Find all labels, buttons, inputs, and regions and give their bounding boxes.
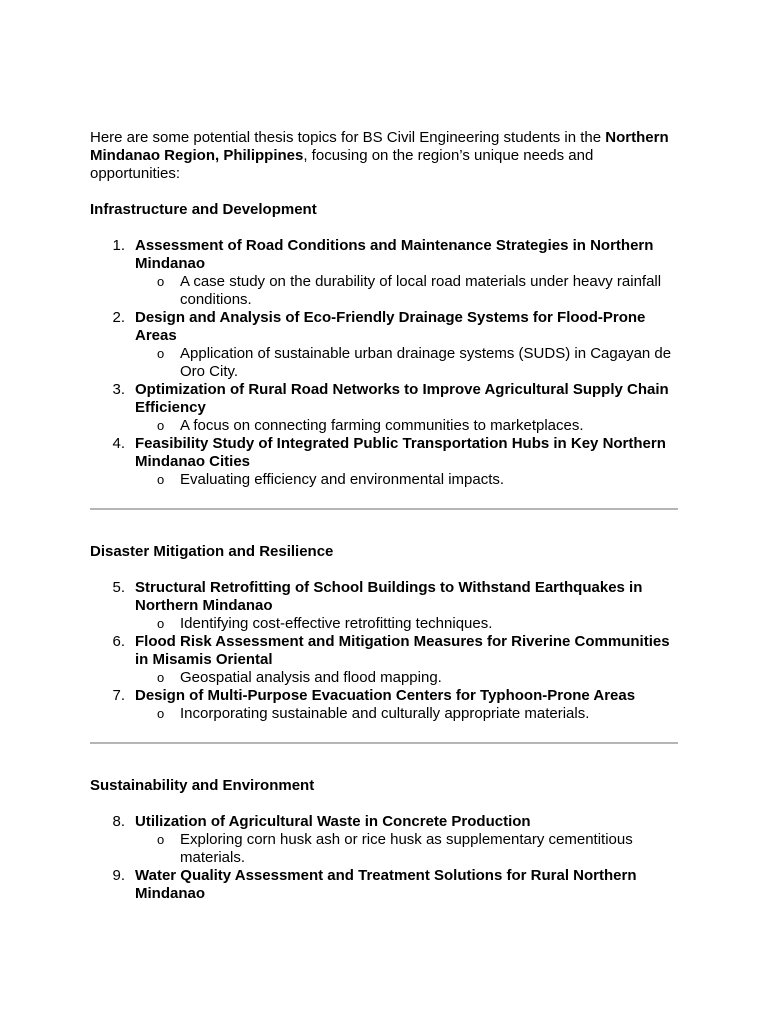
circle-bullet-icon: o <box>157 472 165 487</box>
topic-number: 7. <box>112 687 125 704</box>
topic-details <box>135 345 680 381</box>
topic-title: Utilization of Agricultural Waste in Concrete Production <box>135 813 531 830</box>
topic-number: 6. <box>112 633 125 650</box>
detail-text: Geospatial analysis and flood mapping. <box>180 669 442 686</box>
detail-text: A case study on the durability of local road materials under heavy rainfall conditions. <box>180 273 662 308</box>
section-divider <box>90 508 678 510</box>
circle-bullet-icon: o <box>157 706 165 721</box>
intro-paragraph <box>90 129 680 183</box>
topic-item <box>90 867 680 903</box>
document-page <box>90 129 680 903</box>
topic-details <box>135 417 680 435</box>
topic-title: Structural Retrofitting of School Buildings to Withstand Earthquakes in Northern Mindanao <box>135 579 643 614</box>
topic-number: 8. <box>112 813 125 830</box>
section-heading-infrastructure: Infrastructure and Development <box>90 201 317 218</box>
circle-bullet-icon: o <box>157 616 165 631</box>
detail-text: Incorporating sustainable and culturally appropriate materials. <box>180 705 590 722</box>
topic-details <box>135 273 680 309</box>
circle-bullet-icon: o <box>157 670 165 685</box>
topic-number: 5. <box>112 579 125 596</box>
detail-item <box>135 417 680 435</box>
topic-title: Feasibility Study of Integrated Public Transportation Hubs in Key Northern Mindanao Cities <box>135 435 666 470</box>
topic-details <box>135 615 680 633</box>
detail-text: A focus on connecting farming communities to marketplaces. <box>180 417 584 434</box>
topic-number: 1. <box>112 237 125 254</box>
topic-number: 9. <box>112 867 125 884</box>
topic-list-sustainability <box>90 813 680 903</box>
topic-details <box>135 705 680 723</box>
circle-bullet-icon: o <box>157 832 165 847</box>
topic-title: Design of Multi-Purpose Evacuation Centers for Typhoon-Prone Areas <box>135 687 636 704</box>
topic-item <box>90 309 680 381</box>
circle-bullet-icon: o <box>157 274 165 289</box>
topic-details <box>135 831 680 867</box>
topic-item <box>90 237 680 309</box>
topic-item <box>90 579 680 633</box>
detail-item <box>135 471 680 489</box>
topic-title: Water Quality Assessment and Treatment Solutions for Rural Northern Mindanao <box>135 867 637 902</box>
detail-text: Exploring corn husk ash or rice husk as supplementary cementitious materials. <box>180 831 633 866</box>
topic-number: 4. <box>112 435 125 452</box>
detail-item <box>135 615 680 633</box>
detail-text: Identifying cost-effective retrofitting techniques. <box>180 615 493 632</box>
topic-item <box>90 381 680 435</box>
detail-item <box>135 273 680 309</box>
topic-list-infrastructure <box>90 237 680 489</box>
topic-item <box>90 687 680 723</box>
topic-details <box>135 471 680 489</box>
topic-title: Design and Analysis of Eco-Friendly Drainage Systems for Flood-Prone Areas <box>135 309 646 344</box>
topic-item <box>90 633 680 687</box>
circle-bullet-icon: o <box>157 346 165 361</box>
intro-text: Here are some potential thesis topics for BS Civil Engineering students in the <box>90 129 606 146</box>
detail-item <box>135 345 680 381</box>
topic-item <box>90 435 680 489</box>
detail-item <box>135 669 680 687</box>
detail-text: Evaluating efficiency and environmental impacts. <box>180 471 505 488</box>
detail-text: Application of sustainable urban drainage systems (SUDS) in Cagayan de Oro City. <box>180 345 672 380</box>
detail-item <box>135 705 680 723</box>
circle-bullet-icon: o <box>157 418 165 433</box>
topic-item <box>90 813 680 867</box>
topic-number: 3. <box>112 381 125 398</box>
section-divider <box>90 742 678 744</box>
topic-title: Assessment of Road Conditions and Maintenance Strategies in Northern Mindanao <box>135 237 654 272</box>
section-heading-sustainability: Sustainability and Environment <box>90 777 315 794</box>
intro-text-end: , focusing on the region’s unique needs and opportunities: <box>90 147 594 182</box>
section-heading-disaster: Disaster Mitigation and Resilience <box>90 543 334 560</box>
topic-title: Flood Risk Assessment and Mitigation Measures for Riverine Communities in Misamis Oriental <box>135 633 670 668</box>
detail-item <box>135 831 680 867</box>
topic-title: Optimization of Rural Road Networks to Improve Agricultural Supply Chain Efficiency <box>135 381 669 416</box>
topic-number: 2. <box>112 309 125 326</box>
intro-region: Northern Mindanao Region, Philippines <box>90 129 669 164</box>
topic-details <box>135 669 680 687</box>
topic-list-disaster <box>90 579 680 723</box>
